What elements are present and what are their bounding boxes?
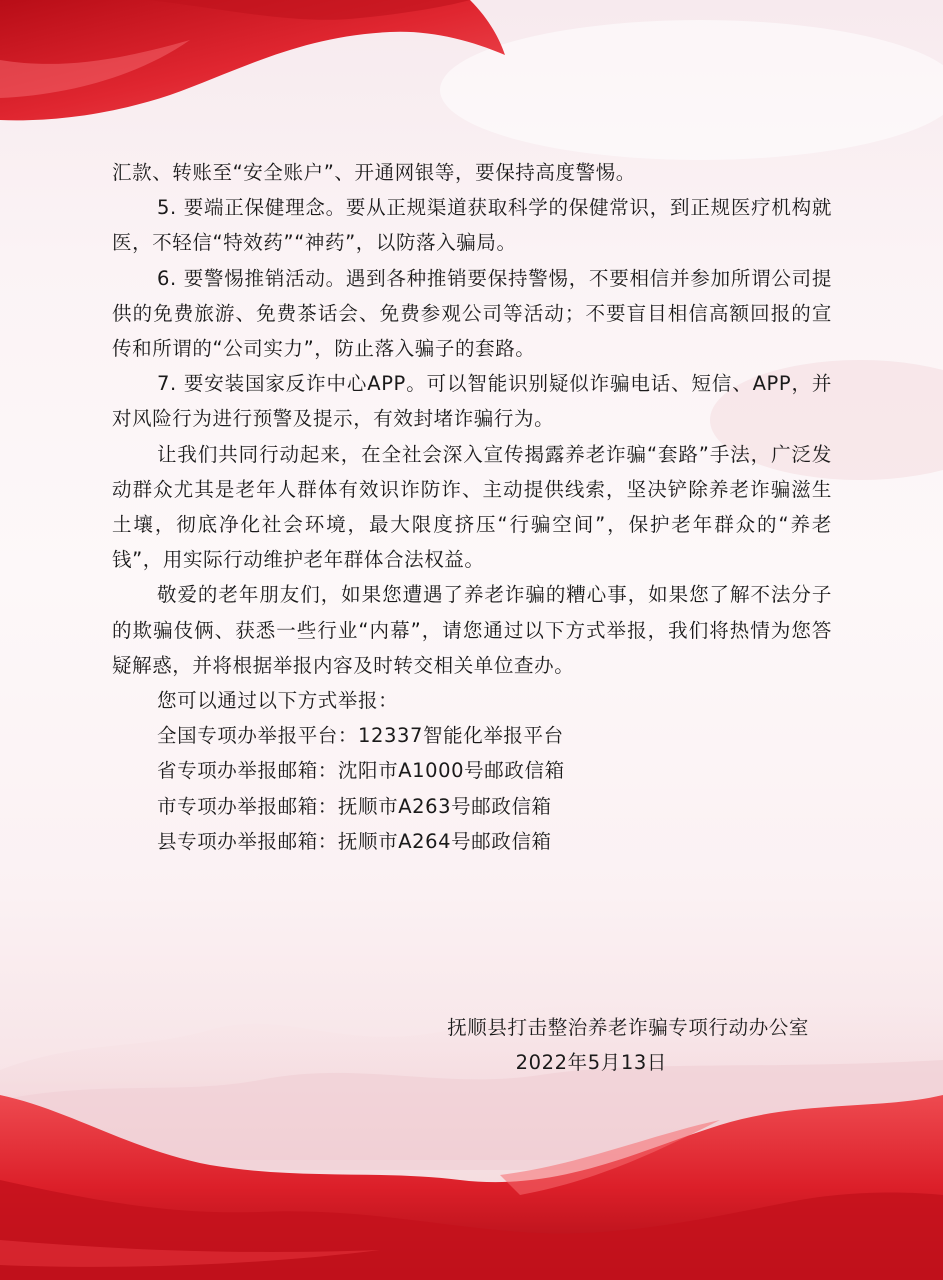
report-line-county: 县专项办举报邮箱：抚顺市A264号邮政信箱 bbox=[157, 829, 552, 853]
cloud-shape bbox=[440, 20, 943, 160]
report-line-city: 市专项办举报邮箱：抚顺市A263号邮政信箱 bbox=[157, 794, 552, 818]
signature-org: 抚顺县打击整治养老诈骗专项行动办公室 bbox=[447, 1016, 809, 1039]
report-line-national: 全国专项办举报平台：12337智能化举报平台 bbox=[157, 724, 564, 748]
report-methods bbox=[112, 683, 832, 859]
letter-body bbox=[112, 155, 832, 859]
top-ribbon bbox=[0, 0, 505, 120]
paragraph: 让我们共同行动起来，在全社会深入宣传揭露养老诈骗“套路”手法，广泛发动群众尤其是老年人群体有效识诈防诈、主动提供线索，坚决铲除养老诈骗滋生土壤，彻底净化社会环境，最大限度挤压“行骗空间”，保护老年群众的“养老钱”，用实际行动维护老年群体合法权益。 bbox=[112, 442, 832, 572]
paragraph: 敬爱的老年朋友们，如果您遭遇了养老诈骗的糟心事，如果您了解不法分子的欺骗伎俩、获悉一些行业“内幕”，请您通过以下方式举报，我们将热情为您答疑解惑，并将根据举报内容及时转交相关单位查办。 bbox=[112, 583, 832, 677]
paragraph: 汇款、转账至“安全账户”、开通网银等，要保持高度警惕。 bbox=[112, 161, 636, 184]
signature-block bbox=[447, 1010, 809, 1080]
paragraph: 5. 要端正保健理念。要从正规渠道获取科学的保健常识，到正规医疗机构就医，不轻信“特效药”“神药”，以防落入骗局。 bbox=[112, 196, 832, 255]
report-intro: 您可以通过以下方式举报： bbox=[157, 689, 399, 713]
paragraph: 6. 要警惕推销活动。遇到各种推销要保持警惕，不要相信并参加所谓公司提供的免费旅游、免费茶话会、免费参观公司等活动；不要盲目相信高额回报的宣传和所谓的“公司实力”，防止落入骗子的套路。 bbox=[112, 266, 832, 361]
report-line-province: 省专项办举报邮箱：沈阳市A1000号邮政信箱 bbox=[157, 759, 565, 783]
signature-date: 2022年5月13日 bbox=[515, 1051, 667, 1074]
paragraph: 7. 要安装国家反诈中心APP。可以智能识别疑似诈骗电话、短信、APP，并对风险行为进行预警及提示，有效封堵诈骗行为。 bbox=[112, 372, 832, 431]
